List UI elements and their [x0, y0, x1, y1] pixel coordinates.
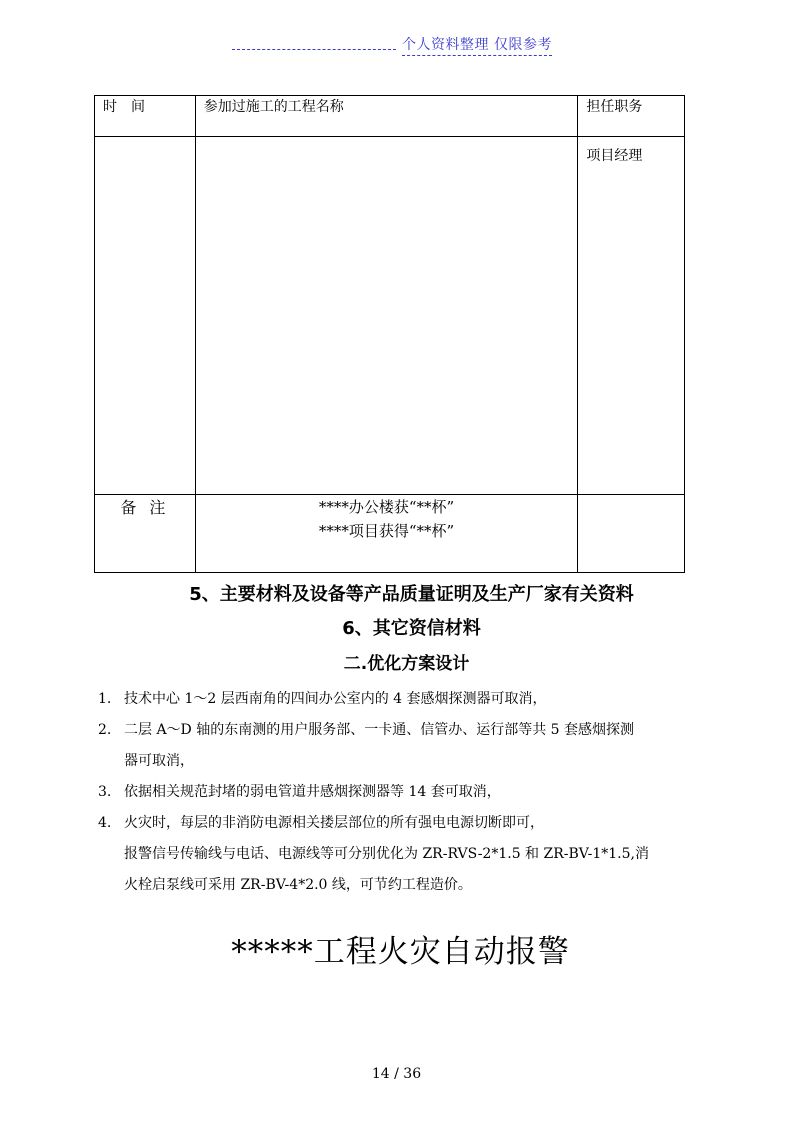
- page-number: 14 / 36: [371, 1066, 422, 1082]
- list-text: 火栓启泵线可采用 ZR-BV-4*2.0 线，可节约工程造价。: [124, 877, 472, 893]
- header-note: [232, 34, 572, 54]
- list-text: 技术中心 1～2 层西南角的四间办公室内的 4 套感烟探测器可取消，: [124, 691, 547, 707]
- list-number: 1.: [98, 691, 112, 707]
- section-heading-6: 6、其它资信材料: [342, 618, 481, 639]
- list-number: 4.: [98, 815, 112, 831]
- list-text: 器可取消，: [124, 753, 194, 769]
- table-row: [95, 137, 685, 495]
- fire-alarm-title: *****工程火灾自动报警: [231, 934, 570, 970]
- header-dash-line: [232, 49, 396, 50]
- list-text: 火灾时，每层的非消防电源相关搂层部位的所有强电电源切断即可，: [124, 815, 544, 831]
- list-item: [98, 777, 708, 808]
- list-text: 二层 A～D 轴的东南测的用户服务部、一卡通、信管办、运行部等共 5 套感烟探测: [124, 722, 635, 738]
- remarks-content: [195, 495, 578, 573]
- list-item: [98, 684, 708, 715]
- section-heading-5: 5、主要材料及设备等产品质量证明及生产厂家有关资料: [189, 584, 634, 605]
- project-experience-table: [94, 95, 685, 573]
- list-item: [98, 715, 708, 777]
- list-number: 2.: [98, 722, 112, 738]
- remarks-row: [95, 495, 685, 573]
- header-cell-project: 参加过施工的工程名称: [195, 96, 578, 137]
- cell-project: [195, 137, 578, 495]
- remarks-label: 备 注: [95, 495, 196, 573]
- list-number: 3.: [98, 784, 112, 800]
- list-text: 报警信号传输线与电话、电源线等可分别优化为 ZR-RVS-2*1.5 和 ZR-BV-1*1.5,消: [124, 846, 649, 862]
- table-header-row: [95, 96, 685, 137]
- optimization-list: [98, 684, 708, 901]
- section-heading-optimization: 二.优化方案设计: [343, 654, 470, 674]
- remarks-empty-cell: [578, 495, 685, 573]
- remark-line: ****项目获得“**杯”: [318, 522, 455, 540]
- header-note-text: 个人资料整理 仅限参考: [402, 34, 552, 56]
- remark-line: ****办公楼获“**杯”: [318, 498, 455, 516]
- cell-role: 项目经理: [578, 137, 685, 495]
- header-cell-time: 时 间: [95, 96, 196, 137]
- header-cell-role: 担任职务: [578, 96, 685, 137]
- list-item: [98, 808, 708, 901]
- cell-time: [95, 137, 196, 495]
- list-text: 依据相关规范封堵的弱电管道井感烟探测器等 14 套可取消，: [124, 784, 501, 800]
